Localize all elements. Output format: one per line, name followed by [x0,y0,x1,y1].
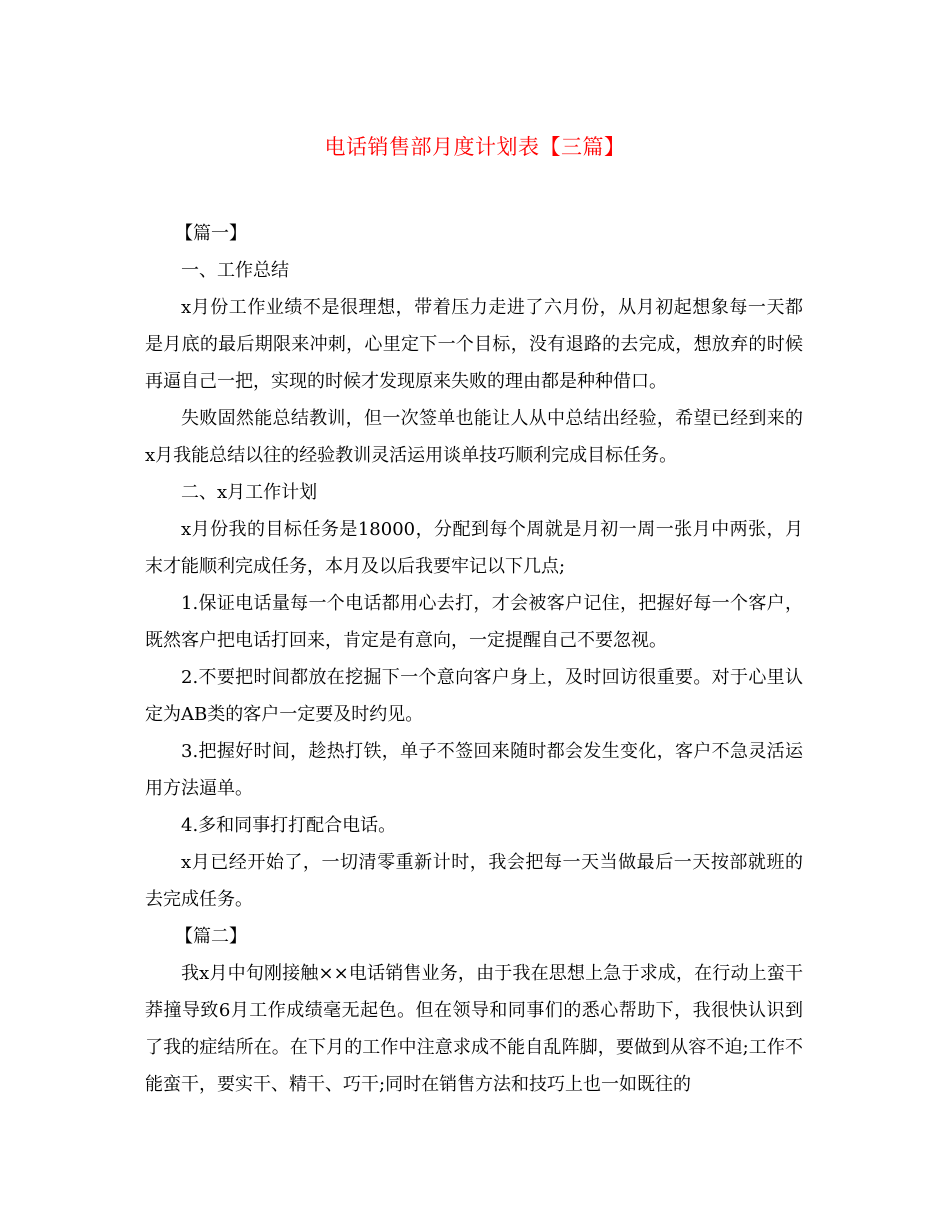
paragraph-plan-target: x月份我的目标任务是18000，分配到每个周就是月初一周一张月中两张，月末才能顺利完成任务，本月及以后我要牢记以下几点; [145,519,803,577]
paragraph-summary-2: 失败固然能总结教训，但一次签单也能让人从中总结出经验，希望已经到来的x月我能总结以往的经验教训灵活运用谈单技巧顺利完成目标任务。 [145,408,803,466]
section-heading-part-two: 【篇二】 [175,926,247,947]
document-title: 电话销售部月度计划表【三篇】 [324,135,626,159]
section-heading-part-one: 【篇一】 [175,223,247,244]
paragraph-summary-1: x月份工作业绩不是很理想，带着压力走进了六月份，从月初起想象每一天都是月底的最后期限来冲刺，心里定下一个目标，没有退路的去完成，想放弃的时候再逼自己一把，实现的时候才发现原来失败的理由都是种种借口。 [145,297,803,392]
subheading-work-plan: 二、x月工作计划 [181,482,318,503]
plan-item-2: 2.不要把时间都放在挖掘下一个意向客户身上，及时回访很重要。对于心里认定为AB类的客户一定要及时约见。 [145,667,803,725]
plan-item-3: 3.把握好时间，趁热打铁，单子不签回来随时都会发生变化，客户不急灵活运用方法逼单。 [145,741,803,799]
paragraph-part-two: 我x月中旬刚接触××电话销售业务，由于我在思想上急于求成，在行动上蛮干莽撞导致6月工作成绩毫无起色。但在领导和同事们的悉心帮助下，我很快认识到了我的症结所在。在下月的工作中注意求成不能自乱阵脚，要做到从容不迫;工作不能蛮干，要实干、精干、巧干;同时在销售方法和技巧上也一如既往的 [145,963,803,1095]
plan-item-1: 1.保证电话量每一个电话都用心去打，才会被客户记住，把握好每一个客户，既然客户把电话打回来，肯定是有意向，一定提醒自己不要忽视。 [145,593,803,651]
plan-item-4: 4.多和同事打打配合电话。 [181,815,397,836]
document-body [145,215,803,1103]
subheading-work-summary: 一、工作总结 [181,260,289,281]
paragraph-closing: x月已经开始了，一切清零重新计时，我会把每一天当做最后一天按部就班的去完成任务。 [145,852,803,910]
